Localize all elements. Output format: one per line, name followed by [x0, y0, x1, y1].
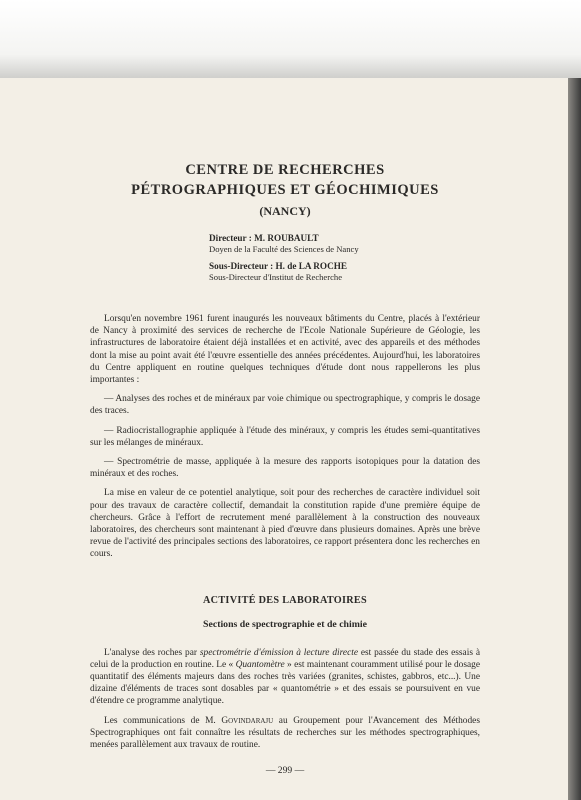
- p3-text-c: » est maintenant couramment utilisé pour le dosage quantitatif des éléments majeurs dans des roches très variées (granites, schistes, gabbros, etc...). Une dizaine d'éléments de traces sont dosables par « quantométrie » et des essais se poursuivent en vue d'étendre ce programme analytique.: [90, 659, 480, 707]
- scanner-edge-shadow: [568, 78, 581, 800]
- director-block: [209, 233, 480, 255]
- director-name: M. ROUBAULT: [254, 233, 319, 243]
- page-number: — 299 —: [265, 765, 305, 777]
- subdirector-block: [209, 261, 480, 283]
- title-line-2: PÉTROGRAPHIQUES ET GÉOCHIMIQUES: [131, 182, 439, 198]
- p3-emphasis-2: Quantomètre: [235, 659, 285, 670]
- director-role: Directeur :: [209, 233, 255, 243]
- list-item-1: — Analyses des roches et de minéraux par voie chimique ou spectrographique, y compris le dosage des traces.: [90, 394, 480, 417]
- list-item-3: — Spectrométrie de masse, appliquée à la mesure des rapports isotopiques pour la datation des minéraux et des roches.: [90, 457, 480, 480]
- intro-paragraph: Lorsqu'en novembre 1961 furent inaugurés les nouveaux bâtiments du Centre, placés à l'extérieur de Nancy à proximité des services de recherche de l'Ecole Nationale Supérieure de Géologie, les infrastructures de laboratoire étaient déjà installées et en activité, avec des appareils et des méthodes dont la mise au point avait été l'œuvre essentielle des années précédentes. Aujourd'hui, les laboratoires du Centre appliquent en routine quelques techniques d'étude dont nous rappellerons les plus importantes :: [90, 314, 480, 386]
- paragraph-2: La mise en valeur de ce potentiel analytique, soit pour des recherches de caractère individuel soit pour des travaux de caractère collectif, demandait la constitution rapide d'une première équipe de chercheurs. Grâce à l'effort de recrutement mené parallèlement à la construction des nouveaux laboratoires, des chercheurs sont maintenant à pied d'œuvre dans plusieurs domaines. Après une brève revue de l'activité des principales sections des laboratoires, ce rapport présentera donc les recherches en cours.: [90, 488, 480, 560]
- title-line-1: CENTRE DE RECHERCHES: [185, 162, 385, 178]
- subdirector-role: Sous-Directeur :: [209, 261, 276, 271]
- subdirector-title: Sous-Directeur d'Institut de Recherche: [209, 272, 343, 282]
- director-title: Doyen de la Faculté des Sciences de Nancy: [209, 244, 359, 254]
- p3-text-b: est passée du stade des essais à celui de la production en routine. Le «: [90, 647, 480, 670]
- page-content: [90, 160, 480, 776]
- p4-text-b: au Groupement pour l'Avancement des Méthodes Spectrographiques ont fait connaître les résultats de recherches sur les méthodes spectrographiques, menées parallèlement aux travaux de routine.: [90, 715, 480, 751]
- title-line-3: (NANCY): [259, 204, 311, 218]
- subsection-heading: Sections de spectrographie et de chimie: [203, 618, 367, 630]
- section-heading: ACTIVITÉ DES LABORATOIRES: [203, 594, 367, 606]
- paragraph-3: [90, 647, 480, 708]
- p3-text-a: L'analyse des roches par: [104, 647, 200, 658]
- staff-block: [209, 233, 480, 283]
- p3-emphasis-1: spectrométrie d'émission à lecture directe: [199, 647, 358, 658]
- list-item-2: — Radiocristallographie appliquée à l'étude des minéraux, y compris les études semi-quantitatives sur les mélanges de minéraux.: [90, 425, 480, 448]
- scanner-top-margin: [0, 0, 581, 78]
- document-page: [0, 78, 568, 800]
- p4-author-name: Govindaraju: [221, 715, 274, 726]
- p4-text-a: Les communications de M.: [104, 715, 222, 726]
- paragraph-4: [90, 715, 480, 752]
- subdirector-name: H. de LA ROCHE: [275, 261, 347, 271]
